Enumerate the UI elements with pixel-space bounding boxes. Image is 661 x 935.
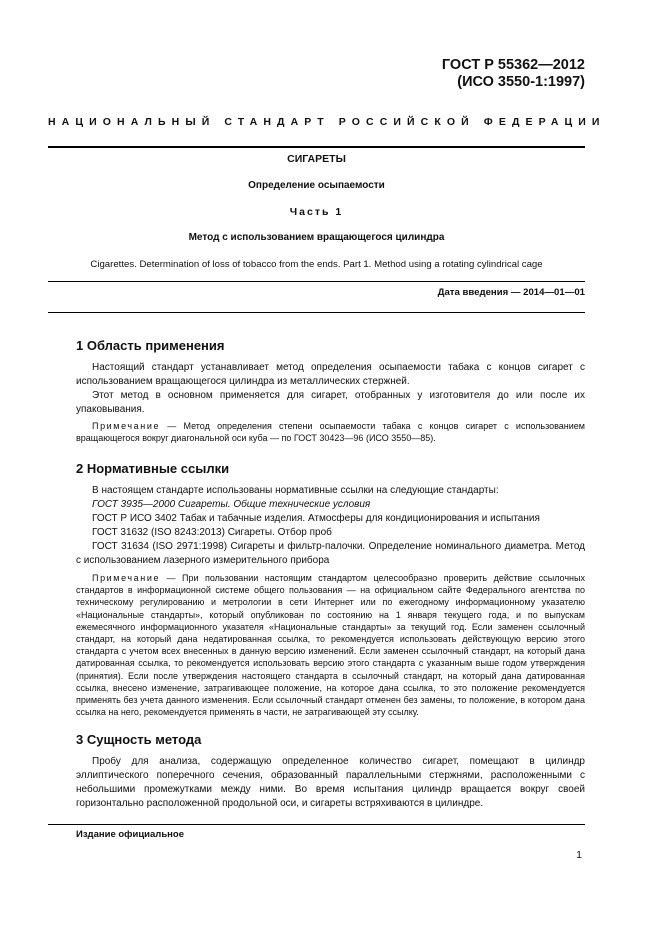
section-1-paragraph: Настоящий стандарт устанавливает метод определения осыпаемости табака с концов сигарет с использованием вращающегося цилиндра из металлических стержней. — [76, 362, 585, 388]
standard-code — [442, 57, 585, 91]
note-label: Примечание — [92, 573, 161, 583]
standard-code-iso: (ИСО 3550-1:1997) — [457, 74, 585, 90]
page-number: 1 — [576, 849, 582, 861]
title-divider — [48, 281, 585, 282]
introduction-date: Дата введения — 2014—01—01 — [437, 287, 585, 298]
national-standard-banner: НАЦИОНАЛЬНЫЙ СТАНДАРТ РОССИЙСКОЙ ФЕДЕРАЦИИ — [48, 116, 606, 128]
section-1-heading: 1 Область применения — [76, 338, 225, 353]
section-3-paragraph: Пробу для анализа, содержащую определенное количество сигарет, помещают в цилиндр эллиптического поперечного сечения, образованный параллельными стержнями, расположенными с небольшими промежутками между ними. Во время испытания цилиндр вращается вокруг своей горизонтально расположенной продольной оси, и сигареты встряхиваются в цилиндре. — [76, 756, 585, 810]
references-intro: В настоящем стандарте использованы нормативные ссылки на следующие стандарты: — [92, 485, 499, 496]
reference-item: ГОСТ 31634 (ISO 2971:1998) Сигареты и фильтр-палочки. Определение номинального диаметра. Метод с использованием лазерного измерительного прибора — [76, 541, 585, 567]
reference-item: ГОСТ 3935—2000 Сигареты. Общие технические условия — [92, 499, 371, 511]
section-1-note — [76, 420, 585, 444]
footer-divider — [48, 824, 585, 825]
date-divider — [48, 312, 585, 313]
header-divider — [48, 146, 585, 148]
section-3-heading: 3 Сущность метода — [76, 732, 202, 747]
normative-references-list — [76, 484, 585, 569]
document-method: Метод с использованием вращающегося цилиндра — [188, 232, 445, 243]
reference-item: ГОСТ 31632 (ISO 8243:2013) Сигареты. Отбор проб — [92, 527, 332, 539]
note-text: — При пользовании настоящим стандартом целесообразно проверить действие ссылочных стандартов в информационной системе общего пользования — на официальном сайте Федерального агентства по техническому регулированию и метрологии в сети Интернет или по ежегодному информационному указателю «Национальные стандарты», который опубликован по состоянию на 1 января текущего года, и по выпускам ежемесячного информационного указателя «Национальные стандарты» за текущий год. Если заменен ссылочный стандарт, на который дана недатированная ссылка, то рекомендуется использовать действующую версию этого стандарта с учетом всех внесенных в данную версию изменений. Если заменен ссылочный стандарт, на который дана датированная ссылка, то рекомендуется использовать версию этого стандарта с указанным выше годом утверждения (принятия). Если после утверждения настоящего стандарта в ссылочный стандарт, на который дана датированная ссылка, внесено изменение, затрагивающее положение, на которое дана ссылка, то это положение рекомендуется применять без учета данного изменения. Если ссылочный стандарт отменен без замены, то положение, в котором дана ссылка на него, рекомендуется применять в части, не затрагивающей эту ссылку. — [76, 573, 585, 718]
section-3-body — [76, 755, 585, 811]
reference-item: ГОСТ Р ИСО 3402 Табак и табачные изделия. Атмосферы для кондиционирования и испытания — [92, 513, 540, 525]
section-1-paragraph: Этот метод в основном применяется для сигарет, отобранных у изготовителя до или после их упаковывания. — [76, 390, 585, 416]
section-2-note — [76, 572, 585, 718]
official-edition-label: Издание официальное — [76, 829, 184, 840]
document-part: Часть 1 — [289, 206, 344, 218]
english-title: Cigarettes. Determination of loss of tobacco from the ends. Part 1. Method using a rotating cylindrical cage — [90, 259, 543, 270]
section-1-body — [76, 361, 585, 417]
section-2-heading: 2 Нормативные ссылки — [76, 461, 230, 476]
standard-code-gost: ГОСТ Р 55362—2012 — [441, 57, 585, 73]
note-label: Примечание — [92, 421, 161, 431]
document-subtitle: Определение осыпаемости — [248, 180, 385, 191]
note-text: — Метод определения степени осыпаемости табака с концов сигарет с использованием вращающегося вокруг диагональной оси куба — по ГОСТ 30423—96 (ИСО 3550—85). — [76, 421, 585, 444]
document-title: СИГАРЕТЫ — [287, 153, 346, 165]
